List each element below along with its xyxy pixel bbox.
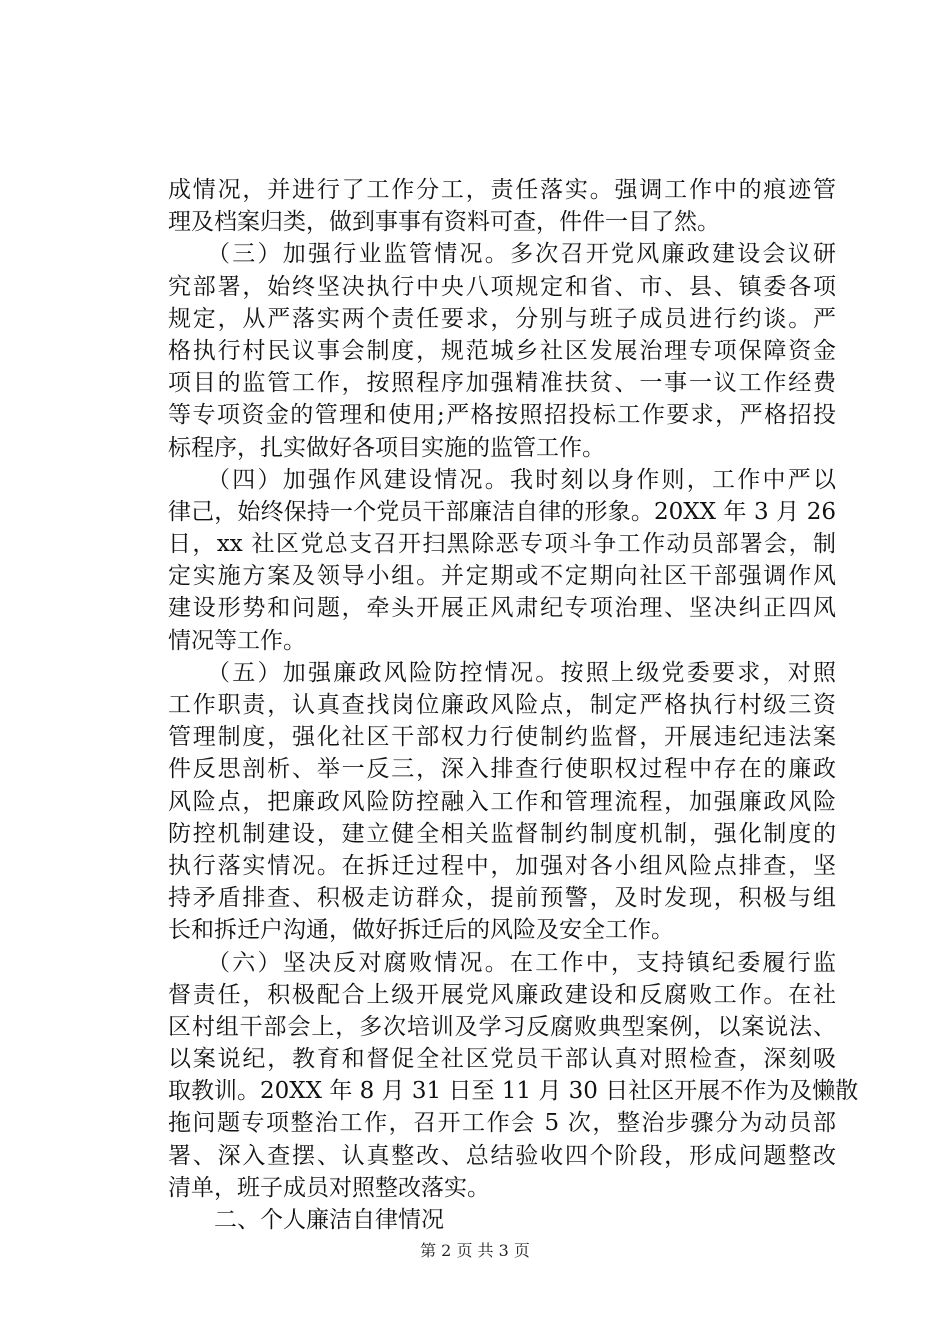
text-line: 工作职责，认真查找岗位廉政风险点，制定严格执行村级三资 — [168, 692, 836, 718]
text-line: 持矛盾排查、积极走访群众，提前预警，及时发现，积极与组 — [168, 885, 836, 912]
text-line: 格执行村民议事会制度，规范城乡社区发展治理专项保障资金 — [168, 337, 836, 364]
text-line: 清单，班子成员对照整改落实。 — [168, 1174, 490, 1201]
text-line: 理及档案归类，做到事事有资料可查，件件一目了然。 — [168, 209, 720, 236]
text-line: 究部署，始终坚决执行中央八项规定和省、市、县、镇委各项 — [168, 273, 836, 300]
text-line: 标程序，扎实做好各项目实施的监管工作。 — [168, 434, 605, 461]
text-line: 日，xx 社区党总支召开扫黑除恶专项斗争工作动员部署会，制 — [168, 531, 836, 558]
text-line: 以案说纪，教育和督促全社区党员干部认真对照检查，深刻吸 — [168, 1046, 836, 1073]
text-line: 建设形势和问题，牵头开展正风肃纪专项治理、坚决纠正四风 — [168, 595, 836, 622]
text-line: 区村组干部会上，多次培训及学习反腐败典型案例，以案说法、 — [168, 1013, 836, 1040]
text-line: 成情况，并进行了工作分工，责任落实。强调工作中的痕迹管 — [168, 177, 836, 203]
text-line: （三）加强行业监管情况。多次召开党风廉政建设会议研 — [168, 241, 836, 268]
text-line: 等专项资金的管理和使用;严格按照招投标工作要求，严格招投 — [168, 402, 836, 429]
text-line: （四）加强作风建设情况。我时刻以身作则，工作中严以 — [168, 466, 836, 493]
text-line: 执行落实情况。在拆迁过程中，加强对各小组风险点排查，坚 — [168, 852, 836, 879]
text-line: 规定，从严落实两个责任要求，分别与班子成员进行约谈。严 — [168, 305, 836, 332]
text-line: 情况等工作。 — [168, 627, 306, 654]
text-line: 署、深入查摆、认真整改、总结验收四个阶段，形成问题整改 — [168, 1142, 836, 1169]
text-line: 防控机制建设，建立健全相关监督制约制度机制，强化制度的 — [168, 820, 836, 847]
page-footer: 第 2 页 共 3 页 — [420, 1241, 530, 1260]
text-line: 长和拆迁户沟通，做好拆迁后的风险及安全工作。 — [168, 917, 674, 944]
text-line: 拖问题专项整治工作，召开工作会 5 次，整治步骤分为动员部 — [168, 1110, 836, 1137]
text-line: 项目的监管工作，按照程序加强精准扶贫、一事一议工作经费 — [168, 370, 836, 397]
text-line: 督责任，积极配合上级开展党风廉政建设和反腐败工作。在社 — [168, 981, 836, 1008]
text-line: （六）坚决反对腐败情况。在工作中，支持镇纪委履行监 — [168, 949, 836, 976]
text-line: 件反思剖析、举一反三，深入排查行使职权过程中存在的廉政 — [168, 756, 836, 783]
text-line: 律己，始终保持一个党员干部廉洁自律的形象。20XX 年 3 月 26 — [168, 498, 836, 525]
document-body — [168, 174, 859, 1236]
text-line: 管理制度，强化社区干部权力行使制约监督，开展违纪违法案 — [168, 724, 836, 751]
text-line: 取教训。20XX 年 8 月 31 日至 11 月 30 日社区开展不作为及懒散 — [168, 1078, 859, 1105]
text-line: 二、个人廉洁自律情况 — [168, 1207, 444, 1233]
text-line: 定实施方案及领导小组。并定期或不定期向社区干部强调作风 — [168, 563, 836, 590]
text-line: 风险点，把廉政风险防控融入工作和管理流程，加强廉政风险 — [168, 788, 836, 815]
text-line: （五）加强廉政风险防控情况。按照上级党委要求，对照 — [168, 659, 836, 686]
